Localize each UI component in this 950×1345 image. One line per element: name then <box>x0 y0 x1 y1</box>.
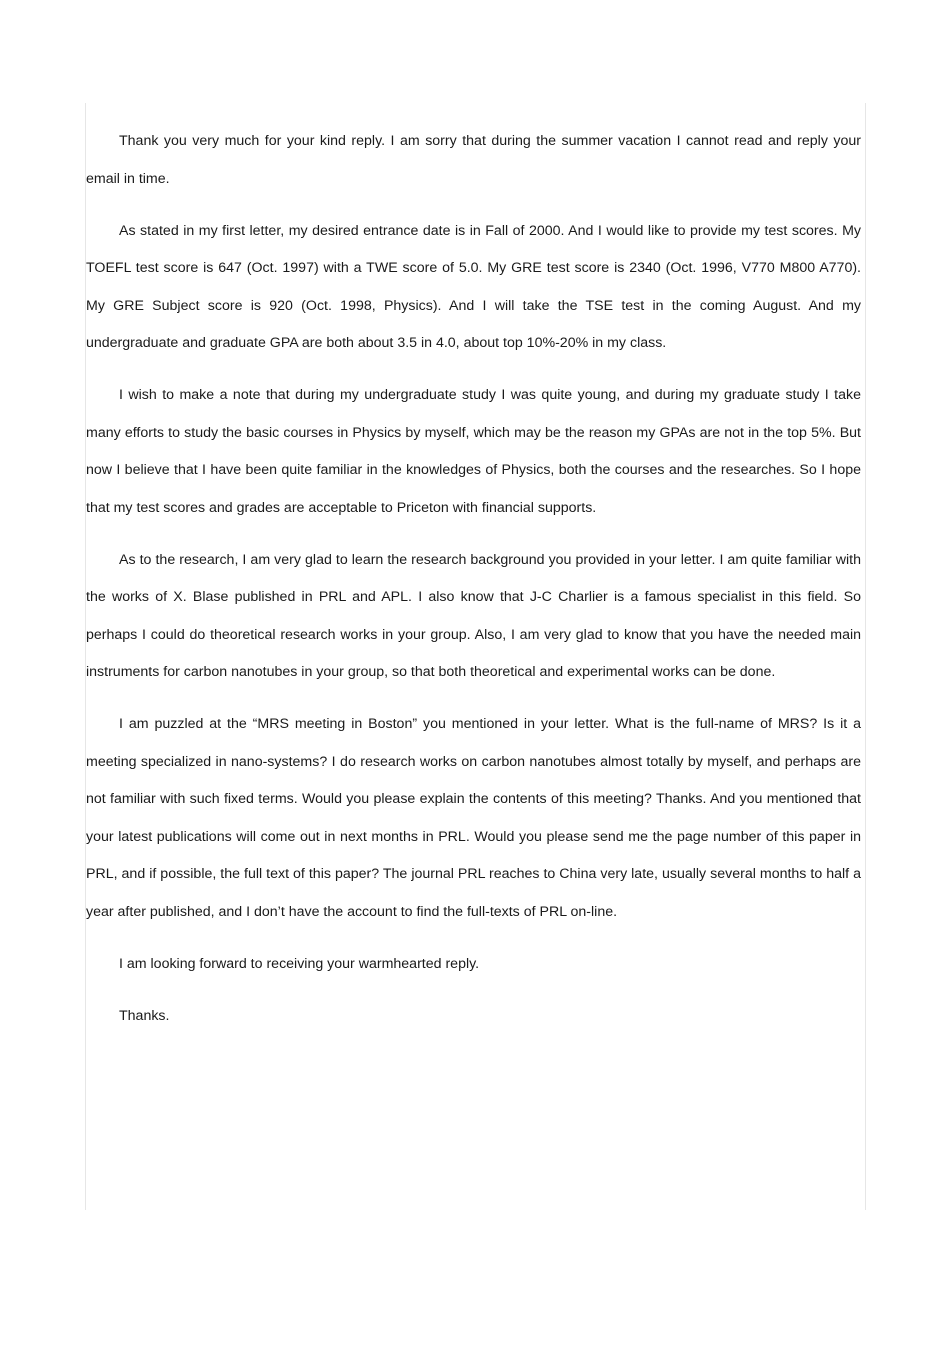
paragraph-test-scores: As stated in my first letter, my desired entrance date is in Fall of 2000. And I would like to provide my test scores. My TOEFL test score is 647 (Oct. 1997) with a TWE score of 5.0. My GRE test score is 2340 (Oct. 1996, V770 M800 A770). My GRE Subject score is 920 (Oct. 1998, Physics). And I will take the TSE test in the coming August. And my undergraduate and graduate GPA are both about 3.5 in 4.0, about top 10%-20% in my class. <box>86 222 861 351</box>
paragraph-gpa-note: I wish to make a note that during my undergraduate study I was quite young, and during my graduate study I take many efforts to study the basic courses in Physics by myself, which may be the reason my GPAs are not in the top 5%. But now I believe that I have been quite familiar in the knowledges of Physics, both the courses and the researches. So I hope that my test scores and grades are acceptable to Priceton with financial supports. <box>86 387 861 516</box>
paragraph-reply-thanks: Thank you very much for your kind reply. I am sorry that during the summer vacation I cannot read and reply your email in time. <box>86 133 861 187</box>
letter-body <box>86 123 861 1035</box>
paragraph-mrs-meeting: I am puzzled at the “MRS meeting in Boston” you mentioned in your letter. What is the full-name of MRS? Is it a meeting specialized in nano-systems? I do research works on carbon nanotubes almost totally by myself, and perhaps are not familiar with such fixed terms. Would you please explain the contents of this meeting? Thanks. And you mentioned that your latest publications will come out in next months in PRL. Would you please send me the page number of this paper in PRL, and if possible, the full text of this paper? The journal PRL reaches to China very late, usually several months to half a year after published, and I don’t have the account to find the full-texts of PRL on-line. <box>86 716 861 920</box>
paragraph-thanks: Thanks. <box>119 1007 170 1024</box>
paragraph-research: As to the research, I am very glad to learn the research background you provided in your letter. I am quite familiar with the works of X. Blase published in PRL and APL. I also know that J-C Charlier is a famous specialist in this field. So perhaps I could do theoretical research works in your group. Also, I am very glad to know that you have the needed main instruments for carbon nanotubes in your group, so that both theoretical and experimental works can be done. <box>86 551 861 680</box>
paragraph-closing: I am looking forward to receiving your warmhearted reply. <box>119 955 480 972</box>
